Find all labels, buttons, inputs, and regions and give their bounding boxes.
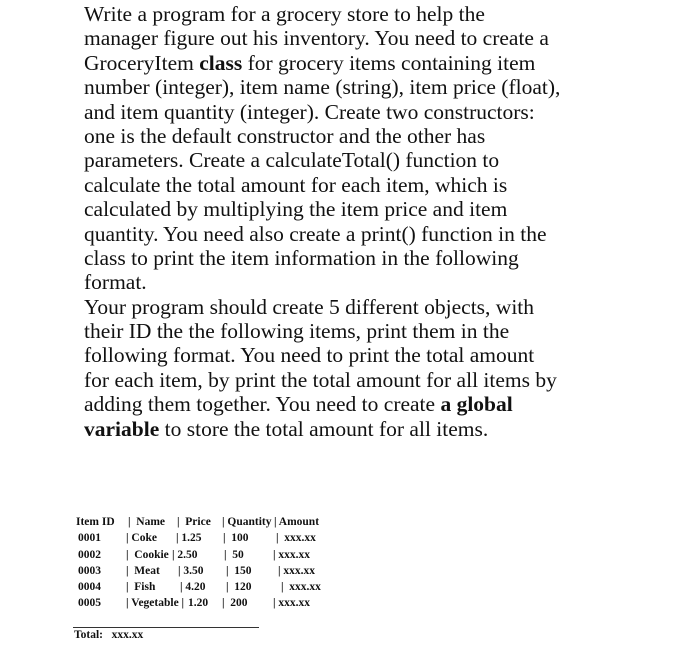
table-cell: | xxx.xx — [276, 532, 316, 545]
text-segment: GroceryItem — [84, 50, 200, 75]
table-row — [76, 597, 416, 613]
table-cell: | Fish — [126, 581, 156, 594]
table-cell: | 1.25 — [176, 532, 202, 545]
table-cell: 0003 — [78, 564, 101, 577]
table-cell: | Cookie — [126, 548, 169, 561]
total-line — [74, 629, 143, 641]
table-cell: 0004 — [78, 581, 101, 594]
total-value: xxx.xx — [111, 629, 144, 641]
table-row — [76, 549, 416, 565]
table-cell: | 2.50 — [172, 548, 198, 561]
text-segment: one is the default constructor and the other has — [84, 123, 486, 148]
table-cell: | 3.50 — [178, 564, 204, 577]
table-cell: | Vegetable | — [126, 597, 185, 610]
text-line — [84, 319, 560, 343]
text-line — [84, 368, 560, 392]
table-cell: | Price — [177, 516, 211, 528]
table-cell: | 4.20 — [180, 581, 206, 594]
table-cell: | 100 — [223, 532, 249, 545]
text-segment: adding them together. You need to create — [84, 392, 441, 417]
table-cell: | xxx.xx — [278, 564, 316, 577]
text-line — [84, 26, 560, 50]
text-line — [84, 197, 560, 221]
table-cell: | 150 — [226, 564, 252, 577]
text-line — [84, 222, 560, 246]
text-line — [84, 246, 560, 270]
text-segment: their ID the the following items, print them in the — [84, 319, 510, 344]
text-line — [84, 295, 560, 319]
bold-text: a global — [440, 392, 513, 417]
table-cell: | Amount — [274, 516, 320, 528]
table-row — [76, 565, 416, 581]
text-line — [84, 148, 560, 172]
table-cell: Item ID — [76, 516, 115, 528]
table-cell: 1.20 — [188, 597, 209, 610]
table-cell: | Quantity — [222, 516, 272, 528]
text-segment: for each item, by print the total amount for all items by — [84, 367, 557, 392]
text-segment: class to print the item information in the following — [84, 245, 519, 270]
text-line — [84, 75, 560, 99]
text-segment: format. — [84, 270, 147, 295]
problem-statement — [84, 2, 560, 441]
text-segment: and item quantity (integer). Create two constructors: — [84, 99, 535, 124]
text-line — [84, 124, 560, 148]
text-segment: number (integer), item name (string), item price (float), — [84, 75, 561, 100]
text-line — [84, 343, 560, 367]
bold-text: class — [199, 50, 243, 75]
text-line — [84, 2, 560, 26]
text-segment: manager figure out his inventory. You need to create a — [84, 26, 549, 51]
table-row — [76, 532, 416, 548]
table-cell: 0005 — [78, 597, 101, 610]
total-divider — [73, 627, 259, 628]
table-cell: | xxx.xx — [273, 548, 311, 561]
text-segment: for grocery items containing item — [242, 50, 536, 75]
table-cell: 0001 — [78, 532, 101, 545]
bold-text: variable — [84, 416, 160, 441]
table-cell: 0002 — [78, 548, 101, 561]
text-segment: calculate the total amount for each item, which is — [84, 172, 508, 197]
text-line — [84, 392, 560, 416]
text-segment: Write a program for a grocery store to help the — [84, 2, 485, 26]
total-label: Total: — [74, 629, 103, 641]
table-cell: | xxx.xx — [281, 581, 321, 594]
text-segment: to store the total amount for all items. — [159, 416, 489, 441]
text-line — [84, 173, 560, 197]
inventory-table — [76, 516, 416, 614]
text-segment: Your program should create 5 different objects, with — [84, 294, 535, 319]
table-cell: | Coke — [126, 532, 157, 545]
text-segment: following format. You need to print the total amount — [84, 343, 535, 368]
text-segment: quantity. You need also create a print() function in the — [84, 221, 547, 246]
table-header — [76, 516, 416, 532]
table-cell: | 120 — [226, 581, 252, 594]
text-line — [84, 51, 560, 75]
table-cell: | 200 — [222, 597, 248, 610]
text-segment: parameters. Create a calculateTotal() function to — [84, 148, 500, 173]
table-cell: | Name — [128, 516, 166, 528]
table-row — [76, 581, 416, 597]
text-line — [84, 417, 560, 441]
text-segment: calculated by multiplying the item price and item — [84, 197, 508, 222]
text-line — [84, 270, 560, 294]
table-cell: | Meat — [126, 564, 160, 577]
table-cell: | xxx.xx — [273, 597, 311, 610]
table-cell: | 50 — [224, 548, 244, 561]
text-line — [84, 100, 560, 124]
